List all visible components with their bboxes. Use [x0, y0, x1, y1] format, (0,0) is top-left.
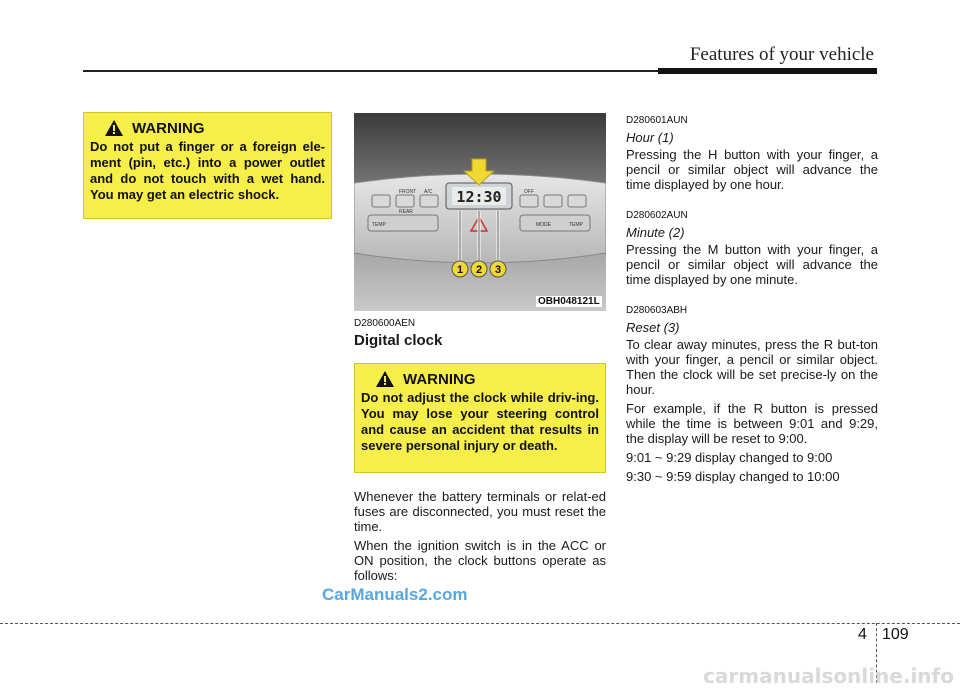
warning-triangle-icon [104, 119, 124, 137]
page-header-title: Features of your vehicle [689, 44, 874, 65]
subsection-title-reset: Reset (3) [626, 320, 680, 335]
paragraph: When the ignition switch is in the ACC or ON position, the clock buttons operate as follows: [354, 538, 606, 583]
watermark-link[interactable]: CarManuals2.com [322, 585, 468, 604]
button-label-front: FRONT [399, 189, 417, 195]
warning-triangle-icon [375, 370, 395, 388]
callout-2: 2 [475, 264, 483, 276]
paragraph: For example, if the R button is pressed while the time is between 9:01 and 9:29, the display will be reset to 9:00. [626, 401, 878, 446]
section-code: D280603ABH [626, 305, 688, 316]
footer-rule [0, 623, 960, 624]
button-label-temp-right: TEMP [569, 222, 583, 228]
header-rule-accent [658, 68, 877, 74]
paragraph: 9:01 ~ 9:29 display changed to 9:00 [626, 450, 833, 465]
subsection-title-hour: Hour (1) [626, 130, 674, 145]
paragraph: 9:30 ~ 9:59 display changed to 10:00 [626, 469, 840, 484]
paragraph: Pressing the H button with your finger, a pencil or similar object will advance the time displayed by one hour. [626, 147, 878, 192]
clock-display-text: 12:30 [456, 188, 502, 206]
callout-3: 3 [494, 264, 502, 276]
section-code: D280601AUN [626, 115, 688, 126]
page-number: 109 [882, 626, 909, 643]
button-label-mode: MODE [536, 222, 551, 228]
button-label-temp-left: TEMP [372, 222, 386, 228]
paragraph: Pressing the M button with your finger, a pencil or similar object will advance the time displayed by one minute. [626, 242, 878, 287]
button-label-ac: A/C [424, 189, 433, 195]
clock-panel-photo [354, 113, 606, 311]
warning-text: Do not adjust the clock while driv-ing. You may lose your steering control and cause an accident that results in severe personal injury or death. [361, 390, 599, 453]
warning-box-clock-driving [354, 363, 606, 473]
chapter-number: 4 [858, 626, 867, 643]
warning-text: Do not put a finger or a foreign ele-ment (pin, etc.) into a power outlet and do not touch with a wet hand. You may get an electric shock. [90, 139, 325, 202]
warning-title: WARNING [403, 370, 476, 388]
section-code: D280600AEN [354, 318, 416, 329]
button-label-off: OFF [524, 189, 534, 195]
paragraph: To clear away minutes, press the R but-ton with your finger, a pencil or similar object. Then the clock will be set precise-ly on the hour. [626, 337, 878, 397]
button-label-rear: REAR [399, 209, 413, 215]
figure-code: OBH048121L [538, 296, 600, 307]
warning-box-power-outlet [83, 112, 332, 219]
digital-clock-body [354, 489, 606, 587]
section-code: D280602AUN [626, 210, 688, 221]
callout-1: 1 [456, 264, 464, 276]
right-column [626, 113, 878, 488]
paragraph: Whenever the battery terminals or relat-ed fuses are disconnected, you must reset the time. [354, 489, 606, 534]
subsection-title-minute: Minute (2) [626, 225, 685, 240]
section-title: Digital clock [354, 332, 443, 349]
warning-title: WARNING [132, 119, 205, 137]
site-watermark: carmanualsonline.info [703, 664, 954, 688]
header-rule [83, 70, 658, 72]
